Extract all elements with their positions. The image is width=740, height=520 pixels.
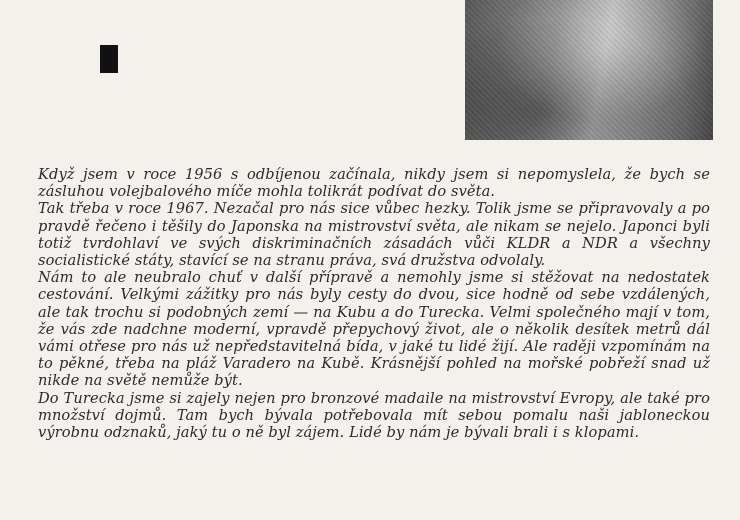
print-mark (100, 45, 118, 73)
paragraph-1: Když jsem v roce 1956 s odbíjenou začínala, nikdy jsem si nepomyslela, že bych se zásluhou volejbalového míče mohla tolikrát podívat do světa. (38, 166, 710, 201)
paragraph-2: Tak třeba v roce 1967. Nezačal pro nás sice vůbec hezky. Tolik jsme se připravovaly a po pravdě řečeno i těšily do Japonska na mistrovství světa, ale nikam se nejelo. Japonci byli totiž tvrdohlaví ve svých diskriminačních zásadách vůči KLDR a NDR a všechny socialistické státy, stavící se na stranu práva, svá družstva odvolaly. (38, 200, 710, 270)
paragraph-3: Nám to ale neubralo chuť v další přípravě a nemohly jsme si stěžovat na nedostatek cestování. Velkými zážitky pro nás byly cesty do dvou, sice hodně od sebe vzdálených, ale tak trochu si podobných zemí — na Kubu a do Turecka. Velmi společného mají v tom, že vás zde nadchne moderní, vpravdě přepychový život, ale o několik desítek metrů dál vámi otřese pro nás už nepředstavitelná bída, v jaké tu lidé žijí. Ale raději vzpomínám na to pěkné, třeba na pláž Varadero na Kubě. Krásnější pohled na mořské pobřeží snad už nikde na světě nemůže být. (38, 269, 710, 390)
article-text (38, 166, 710, 441)
paragraph-4: Do Turecka jsme si zajely nejen pro bronzové madaile na mistrovství Evropy, ale také pro množství dojmů. Tam bych bývala potřebovala mít sebou pomalu naši jabloneckou výrobnu odznaků, jaký tu o ně byl zájem. Lidé by nám je bývali brali i s klopami. (38, 389, 710, 442)
photo (465, 0, 713, 140)
